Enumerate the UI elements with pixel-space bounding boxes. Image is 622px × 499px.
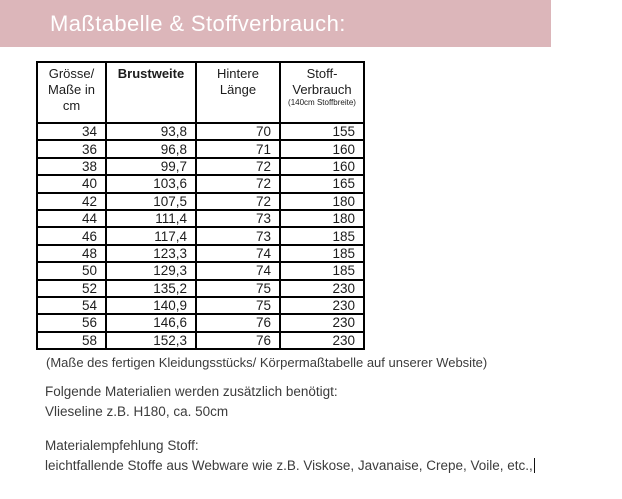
cell-hintere-laenge: 72 bbox=[196, 175, 280, 192]
table-caption: (Maße des fertigen Kleidungsstücks/ Körpermaßtabelle auf unserer Website) bbox=[46, 355, 488, 370]
table-row bbox=[37, 314, 364, 331]
cell-brustweite: 129,3 bbox=[106, 262, 196, 279]
cell-hintere-laenge: 71 bbox=[196, 140, 280, 157]
cell-stoffverbrauch: 230 bbox=[280, 332, 364, 349]
cell-hintere-laenge: 73 bbox=[196, 227, 280, 244]
cell-stoffverbrauch: 185 bbox=[280, 262, 364, 279]
cell-brustweite: 140,9 bbox=[106, 297, 196, 314]
cell-size: 46 bbox=[37, 227, 106, 244]
fabric-note bbox=[45, 436, 535, 476]
cell-stoffverbrauch: 180 bbox=[280, 193, 364, 210]
cell-brustweite: 123,3 bbox=[106, 245, 196, 262]
table-row bbox=[37, 193, 364, 210]
column-header-label: Brustweite bbox=[117, 66, 185, 81]
table-row bbox=[37, 245, 364, 262]
column-header-stoffverbrauch bbox=[280, 62, 364, 123]
table-row bbox=[37, 332, 364, 349]
size-table bbox=[36, 61, 365, 350]
fabric-heading: Materialempfehlung Stoff: bbox=[45, 438, 199, 453]
cell-size: 40 bbox=[37, 175, 106, 192]
cell-hintere-laenge: 76 bbox=[196, 314, 280, 331]
cell-size: 42 bbox=[37, 193, 106, 210]
table-row bbox=[37, 140, 364, 157]
cell-stoffverbrauch: 165 bbox=[280, 175, 364, 192]
cell-brustweite: 117,4 bbox=[106, 227, 196, 244]
materials-heading: Folgende Materialien werden zusätzlich benötigt: bbox=[45, 384, 338, 399]
cell-brustweite: 152,3 bbox=[106, 332, 196, 349]
column-header-label: Länge bbox=[219, 82, 257, 97]
cell-hintere-laenge: 76 bbox=[196, 332, 280, 349]
cell-stoffverbrauch: 160 bbox=[280, 158, 364, 175]
text-cursor bbox=[534, 458, 536, 473]
cell-size: 54 bbox=[37, 297, 106, 314]
cell-brustweite: 135,2 bbox=[106, 280, 196, 297]
table-row bbox=[37, 210, 364, 227]
cell-hintere-laenge: 74 bbox=[196, 262, 280, 279]
column-header-hintere-laenge bbox=[196, 62, 280, 123]
cell-stoffverbrauch: 180 bbox=[280, 210, 364, 227]
materials-note bbox=[45, 382, 338, 422]
table-row bbox=[37, 297, 364, 314]
cell-brustweite: 103,6 bbox=[106, 175, 196, 192]
cell-hintere-laenge: 72 bbox=[196, 193, 280, 210]
column-header-label: Grösse/ bbox=[48, 66, 95, 81]
cell-stoffverbrauch: 230 bbox=[280, 297, 364, 314]
cell-brustweite: 107,5 bbox=[106, 193, 196, 210]
cell-size: 36 bbox=[37, 140, 106, 157]
cell-brustweite: 99,7 bbox=[106, 158, 196, 175]
cell-size: 44 bbox=[37, 210, 106, 227]
column-header-label: Verbrauch bbox=[292, 82, 352, 97]
section-title: Maßtabelle & Stoffverbrauch: bbox=[50, 10, 346, 36]
cell-stoffverbrauch: 230 bbox=[280, 280, 364, 297]
cell-size: 34 bbox=[37, 123, 106, 140]
column-header-subnote: (140cm Stoffbreite) bbox=[288, 98, 356, 107]
column-header-brustweite bbox=[106, 62, 196, 123]
cell-hintere-laenge: 72 bbox=[196, 158, 280, 175]
table-row bbox=[37, 175, 364, 192]
cell-stoffverbrauch: 185 bbox=[280, 227, 364, 244]
column-header-label: Hintere bbox=[217, 66, 259, 81]
cell-stoffverbrauch: 160 bbox=[280, 140, 364, 157]
cell-hintere-laenge: 70 bbox=[196, 123, 280, 140]
column-header-groesse bbox=[37, 62, 106, 123]
table-row bbox=[37, 123, 364, 140]
active-edit-line[interactable] bbox=[45, 456, 535, 476]
cell-size: 48 bbox=[37, 245, 106, 262]
cell-brustweite: 93,8 bbox=[106, 123, 196, 140]
table-row bbox=[37, 158, 364, 175]
section-header-bar bbox=[0, 0, 551, 47]
cell-size: 38 bbox=[37, 158, 106, 175]
cell-size: 52 bbox=[37, 280, 106, 297]
table-row bbox=[37, 262, 364, 279]
cell-size: 56 bbox=[37, 314, 106, 331]
column-header-label: Maße in bbox=[48, 82, 95, 97]
column-header-label: cm bbox=[62, 98, 81, 113]
cell-stoffverbrauch: 230 bbox=[280, 314, 364, 331]
cell-brustweite: 111,4 bbox=[106, 210, 196, 227]
table-header-row bbox=[37, 62, 364, 123]
table-row bbox=[37, 280, 364, 297]
cell-size: 50 bbox=[37, 262, 106, 279]
cell-hintere-laenge: 73 bbox=[196, 210, 280, 227]
cell-size: 58 bbox=[37, 332, 106, 349]
cell-stoffverbrauch: 185 bbox=[280, 245, 364, 262]
column-header-label: Stoff- bbox=[306, 66, 338, 81]
cell-hintere-laenge: 74 bbox=[196, 245, 280, 262]
cell-brustweite: 146,6 bbox=[106, 314, 196, 331]
table-row bbox=[37, 227, 364, 244]
cell-brustweite: 96,8 bbox=[106, 140, 196, 157]
cell-stoffverbrauch: 155 bbox=[280, 123, 364, 140]
fabric-detail: leichtfallende Stoffe aus Webware wie z.B. Viskose, Javanaise, Crepe, Voile, etc., bbox=[45, 458, 533, 473]
cell-hintere-laenge: 75 bbox=[196, 297, 280, 314]
cell-hintere-laenge: 75 bbox=[196, 280, 280, 297]
materials-detail: Vlieseline z.B. H180, ca. 50cm bbox=[45, 404, 229, 419]
